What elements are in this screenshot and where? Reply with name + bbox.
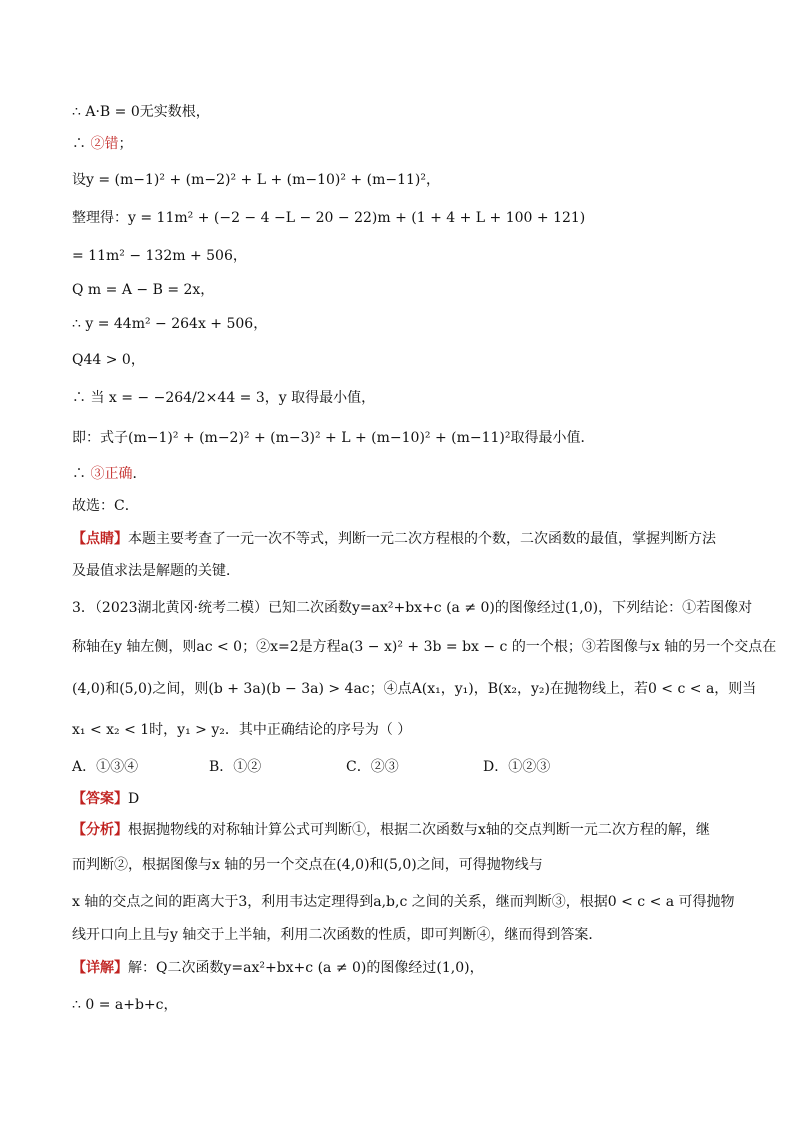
question-3-line-1: 3．（2023湖北黄冈·统考二模）已知二次函数y=ax²+bx+c (a ≠ 0)的图像经过(1,0)，下列结论：①若图像对 (72, 600, 753, 616)
solution-line-8: Q44 > 0， (72, 352, 145, 368)
solution-line-7: ∴ y = 44m² − 264x + 506， (72, 316, 268, 332)
question-3-line-2: 称轴在y 轴左侧，则ac < 0；②x=2是方程a(3 − x)² + 3b = bx − c 的一个根；③若图像与x 轴的另一个交点在 (72, 639, 777, 655)
conclusion-2-wrong: ②错 (90, 136, 119, 152)
solution-line-5: = 11m² − 132m + 506， (72, 248, 247, 264)
solution-line-10: 即：式子(m−1)² + (m−2)² + (m−3)² + L + (m−10)² + (m−11)²取得最小值． (72, 430, 595, 446)
ab-no-root-text: A·B = 0无实数根， (85, 104, 210, 120)
analysis-line-2: 而判断②，根据图像与x 轴的另一个交点在(4,0)和(5,0)之间，可得抛物线与 (72, 857, 543, 873)
question-3-line-3: (4,0)和(5,0)之间，则(b + 3a)(b − 3a) > 4ac；④点A(x₁，y₁)，B(x₂，y₂)在抛物线上，若0 < c < a，则当 (72, 681, 757, 697)
option-a: A．①③④ (72, 759, 139, 775)
option-d: D．①②③ (483, 759, 551, 775)
answer-line (72, 789, 724, 809)
solution-line-1: ∴ A·B = 0无实数根， (72, 104, 210, 120)
solution-line-9: ∴ 当 x = − −264/2×44 = 3，y 取得最小值， (72, 390, 376, 406)
option-b: B．①② (209, 759, 262, 775)
detail-line-2: ∴ 0 = a+b+c， (72, 997, 178, 1013)
solution-line-3: 设y = (m−1)² + (m−2)² + L + (m−10)² + (m−11)²， (72, 172, 440, 188)
detail-line-1: 【详解】解：Q二次函数y=ax²+bx+c (a ≠ 0)的图像经过(1,0)， (72, 960, 484, 976)
comment-line-1: 【点睛】本题主要考查了一元一次不等式，判断一元二次方程根的个数，二次函数的最值，掌握判断方法 (72, 531, 716, 547)
comment-line-2: 及最值求法是解题的关键． (72, 563, 240, 579)
comment-tag: 【点睛】 (72, 531, 128, 547)
solution-line-6: Q m = A − B = 2x， (72, 282, 215, 298)
conclusion-3-correct: ③正确 (90, 466, 133, 482)
detail-tag: 【详解】 (72, 960, 128, 976)
solution-line-4: 整理得：y = 11m² + (−2 − 4 −L − 20 − 22)m + (1 + 4 + L + 100 + 121) (72, 210, 586, 226)
analysis-tag: 【分析】 (72, 822, 128, 838)
question-3-options (72, 757, 724, 777)
solution-line-12: 故选：C． (72, 498, 139, 514)
answer-value: D (128, 791, 140, 807)
solution-line-11: ∴ ③正确． (72, 466, 147, 482)
solution-line-2: ∴ ②错； (72, 136, 133, 152)
question-3-line-4: x₁ < x₂ < 1时，y₁ > y₂．其中正确结论的序号为（ ） (72, 722, 412, 738)
answer-tag: 【答案】 (72, 791, 128, 807)
option-c: C．②③ (346, 759, 399, 775)
analysis-line-4: 线开口向上且与y 轴交于上半轴，利用二次函数的性质，即可判断④，继而得到答案． (72, 927, 603, 943)
analysis-line-3: x 轴的交点之间的距离大于3，利用韦达定理得到a,b,c 之间的关系，继而判断③，根据0 < c < a 可得抛物 (72, 894, 735, 910)
analysis-line-1: 【分析】根据抛物线的对称轴计算公式可判断①，根据二次函数与x轴的交点判断一元二次方程的解，继 (72, 822, 710, 838)
